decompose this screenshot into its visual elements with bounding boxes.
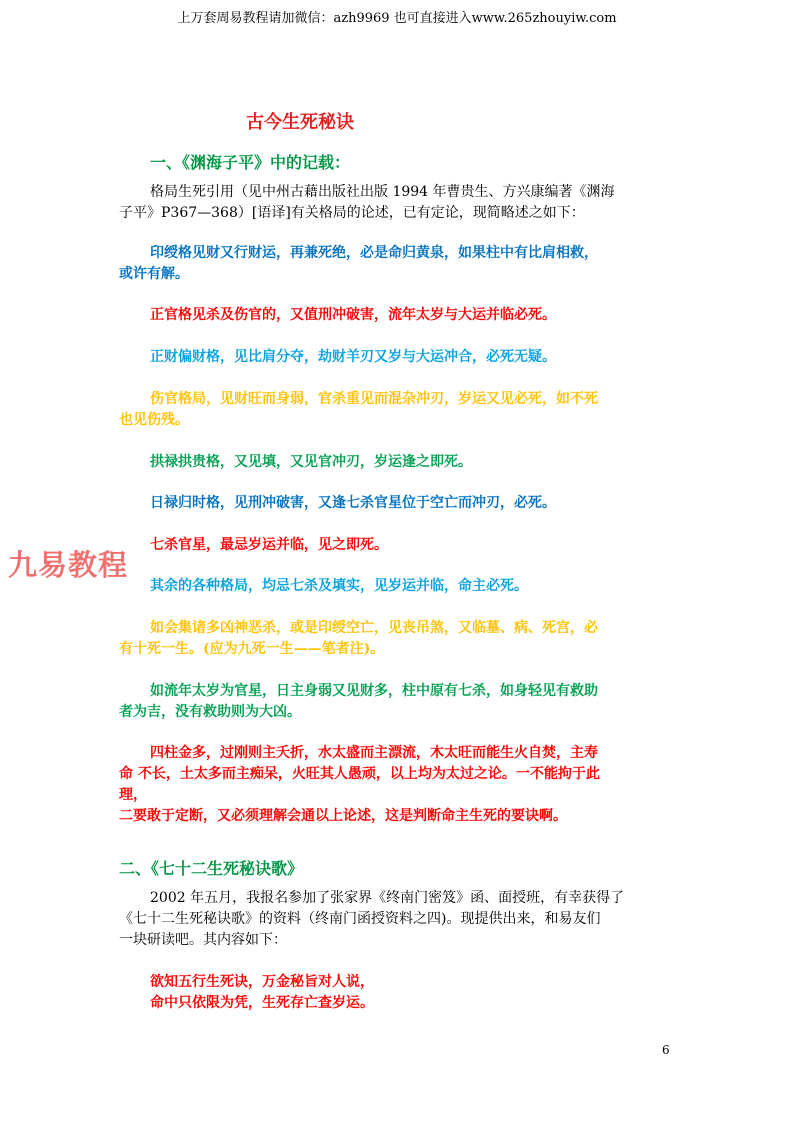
paragraph-10-line1: 如流年太岁为官星，日主身弱又见财多，柱中原有七杀，如身轻见有救助	[150, 683, 598, 699]
paragraph-7: 七杀官星，最忌岁运并临，见之即死。	[150, 537, 388, 553]
section2-intro-line2: 《七十二生死秘诀歌》的资料（终南门函授资料之四)。现提供出来，和易友们	[119, 911, 601, 927]
paragraph-4-line1: 伤官格局，见财旺而身弱，官杀重见而混杂冲刃，岁运又见必死，如不死	[150, 391, 598, 407]
page-number: 6	[662, 1043, 670, 1057]
paragraph-9-line1: 如会集诸多凶神恶杀，或是印绶空亡，见丧吊煞，又临墓、病、死宫，必	[150, 620, 598, 636]
paragraph-9-line2: 有十死一生。(应为九死一生——笔者注)。	[119, 641, 385, 657]
watermark-logo: 九易教程	[8, 548, 129, 582]
verse-line-1: 欲知五行生死诀，万金秘旨对人说，	[150, 974, 374, 990]
paragraph-11-line1: 四柱金多，过刚则主夭折，水太盛而主漂流，木太旺而能生火自焚，主寿	[150, 745, 598, 761]
section1-intro-line2: 子平》P367—368）[语译]有关格局的论述，已有定论，现简略述之如下：	[119, 205, 585, 221]
paragraph-3: 正财偏财格，见比肩分夺，劫财羊刃又岁与大运冲合，必死无疑。	[150, 349, 556, 365]
paragraph-2: 正官格见杀及伤官的，又值刑冲破害，流年太岁与大运并临必死。	[150, 307, 556, 323]
paragraph-11-line4: 二要敢于定断，又必须理解会通以上论述，这是判断命主生死的要诀啊。	[119, 808, 567, 824]
section2-intro-line3: 一块研读吧。其内容如下：	[119, 932, 287, 948]
section1-intro-line1: 格局生死引用（见中州古藉出版社出版 1994 年曹贵生、方兴康编著《渊海	[150, 184, 615, 200]
section-heading-2: 二、《七十二生死秘诀歌》	[119, 859, 304, 878]
paragraph-10-line2: 者为吉，没有救助则为大凶。	[119, 704, 301, 720]
document-title: 古今生死秘诀	[246, 112, 354, 133]
page-header: 上万套周易教程请加微信：azh9969 也可直接进入www.265zhouyiw.com	[177, 11, 617, 26]
paragraph-1-line1: 印绶格见财又行财运，再兼死绝，必是命归黄泉，如果柱中有比肩相救，	[150, 245, 598, 261]
section-heading-1: 一、《渊海子平》中的记载：	[150, 153, 351, 172]
verse-line-2: 命中只依限为凭，生死存亡查岁运。	[150, 995, 374, 1011]
paragraph-1-line2: 或许有解。	[119, 266, 189, 282]
paragraph-8: 其余的各种格局，均忌七杀及填实，见岁运并临，命主必死。	[150, 578, 528, 594]
paragraph-4-line2: 也见伤残。	[119, 412, 189, 428]
paragraph-11-line3: 理，	[119, 787, 147, 803]
paragraph-11-line2: 命 不长，土太多而主痴呆，火旺其人愚顽，以上均为太过之论。一不能拘于此	[119, 766, 600, 782]
paragraph-5: 拱禄拱贵格，又见填，又见官冲刃，岁运逢之即死。	[150, 454, 472, 470]
paragraph-6: 日禄归时格，见刑冲破害，又逢七杀官星位于空亡而冲刃，必死。	[150, 495, 556, 511]
section2-intro-line1: 2002 年五月，我报名参加了张家界《终南门密笈》函、面授班，有幸获得了	[150, 890, 625, 906]
